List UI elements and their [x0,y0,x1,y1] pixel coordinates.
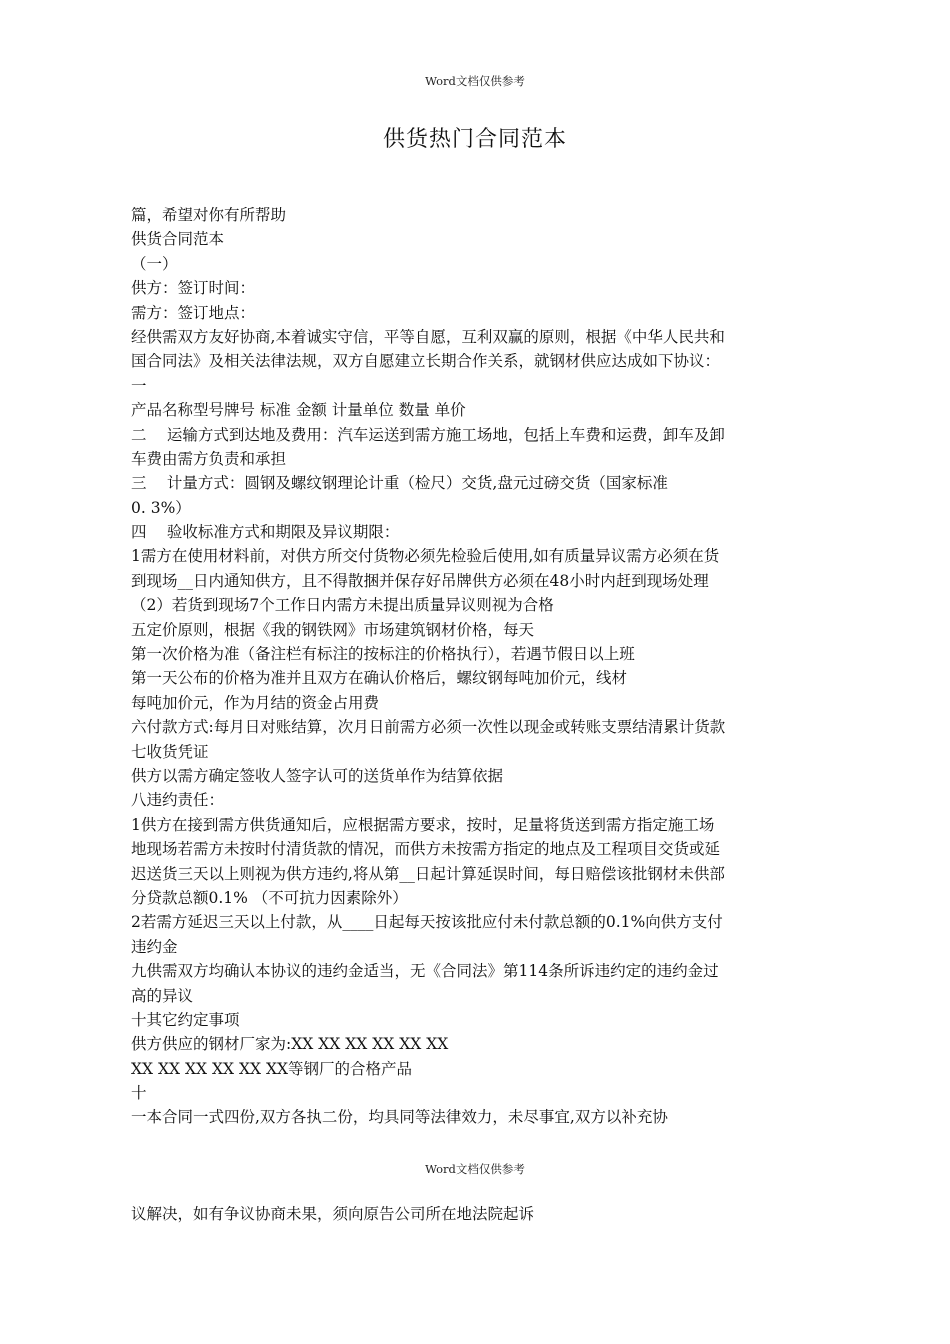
text-line: （2）若货到现场7个工作日内需方未提出质量异议则视为合格 [131,596,554,615]
text-line: 第一次价格为准（备注栏有标注的按标注的价格执行），若遇节假日以上班 [131,645,635,664]
text-line: 十 [131,1084,147,1103]
text-line: 九供需双方均确认本协议的违约金适当，无《合同法》第114条所诉违约定的违约金过 [131,962,719,981]
text-line: 一本合同一式四份,双方各执二份，均具同等法律效力，未尽事宜,双方以补充协 [131,1108,668,1127]
text-line: 高的异议 [131,986,194,1005]
text-line: 五定价原则，根据《我的钢铁网》市场建筑钢材价格，每天 [131,620,535,639]
text-line: 车费由需方负责和承担 [131,449,287,468]
text-line: 需方：签订地点： [131,303,256,322]
text-line: 2若需方延迟三天以上付款，从____日起每天按该批应付未付款总额的0.1%向供方支付 [131,913,723,932]
text-line: 三 计量方式：圆钢及螺纹钢理论计重（检尺）交货,盘元过磅交货（国家标准 [131,474,668,493]
text-line: 国合同法》及相关法律法规，双方自愿建立长期合作关系，就钢材供应达成如下协议： [131,352,721,371]
page-header-second: Word文档仅供参考 [425,1162,525,1176]
text-line: 供货合同范本 [131,230,225,249]
page-header: Word文档仅供参考 [425,74,525,88]
text-line: 供方供应的钢材厂家为:XX XX XX XX XX XX [131,1035,449,1054]
text-line: 地现场若需方未按时付清货款的情况，而供方未按需方指定的地点及工程项目交货或延 [131,840,721,859]
text-line: 四 验收标准方式和期限及异议期限： [131,523,400,542]
text-line: 十其它约定事项 [131,1010,240,1029]
text-line: 到现场__日内通知供方，且不得散捆并保存好吊牌供方必须在48小时内赶到现场处理 [131,571,709,590]
text-line: 供方以需方确定签收人签字认可的送货单作为结算依据 [131,766,504,785]
document-title: 供货热门合同范本 [382,127,567,152]
text-line: （一） [131,254,178,273]
document-body [131,203,831,1130]
text-line: 八违约责任： [131,791,225,810]
text-line: 七收货凭证 [131,742,209,761]
text-line: 篇，希望对你有所帮助 [131,206,287,224]
text-line: 0. 3%） [131,498,191,517]
text-line: 1需方在使用材料前，对供方所交付货物必须先检验后使用,如有质量异议需方必须在货 [131,547,720,566]
text-line: 经供需双方友好协商,本着诚实守信，平等自愿，互利双赢的原则，根据《中华人民共和 [131,327,725,346]
text-line: 违约金 [131,937,178,956]
text-line: 六付款方式:每月日对账结算，次月日前需方必须一次性以现金或转账支票结清累计货款 [131,718,726,737]
text-line: 第一天公布的价格为准并且双方在确认价格后，螺纹钢每吨加价元，线材 [131,669,628,688]
text-line: 分贷款总额0.1% （不可抗力因素除外） [131,888,408,907]
text-line: 迟送货三天以上则视为供方违约,将从第__日起计算延误时间，每日赔偿该批钢材未供部 [131,864,725,883]
text-line: 二 运输方式到达地及费用：汽车运送到需方施工场地，包括上车费和运费，卸车及卸 [131,425,725,444]
text-line: 1供方在接到需方供货通知后，应根据需方要求，按时，足量将货送到需方指定施工场 [131,815,715,834]
text-line: XX XX XX XX XX XX等钢厂的合格产品 [131,1059,413,1078]
text-line: 供方：签订时间： [131,279,256,298]
text-line: 每吨加价元，作为月结的资金占用费 [131,693,380,712]
text-line: 一 [131,376,147,395]
text-line: 产品名称型号牌号 标准 金额 计量单位 数量 单价 [131,401,466,420]
text-line-continued: 议解决，如有争议协商未果，须向原告公司所在地法院起诉 [131,1205,535,1223]
